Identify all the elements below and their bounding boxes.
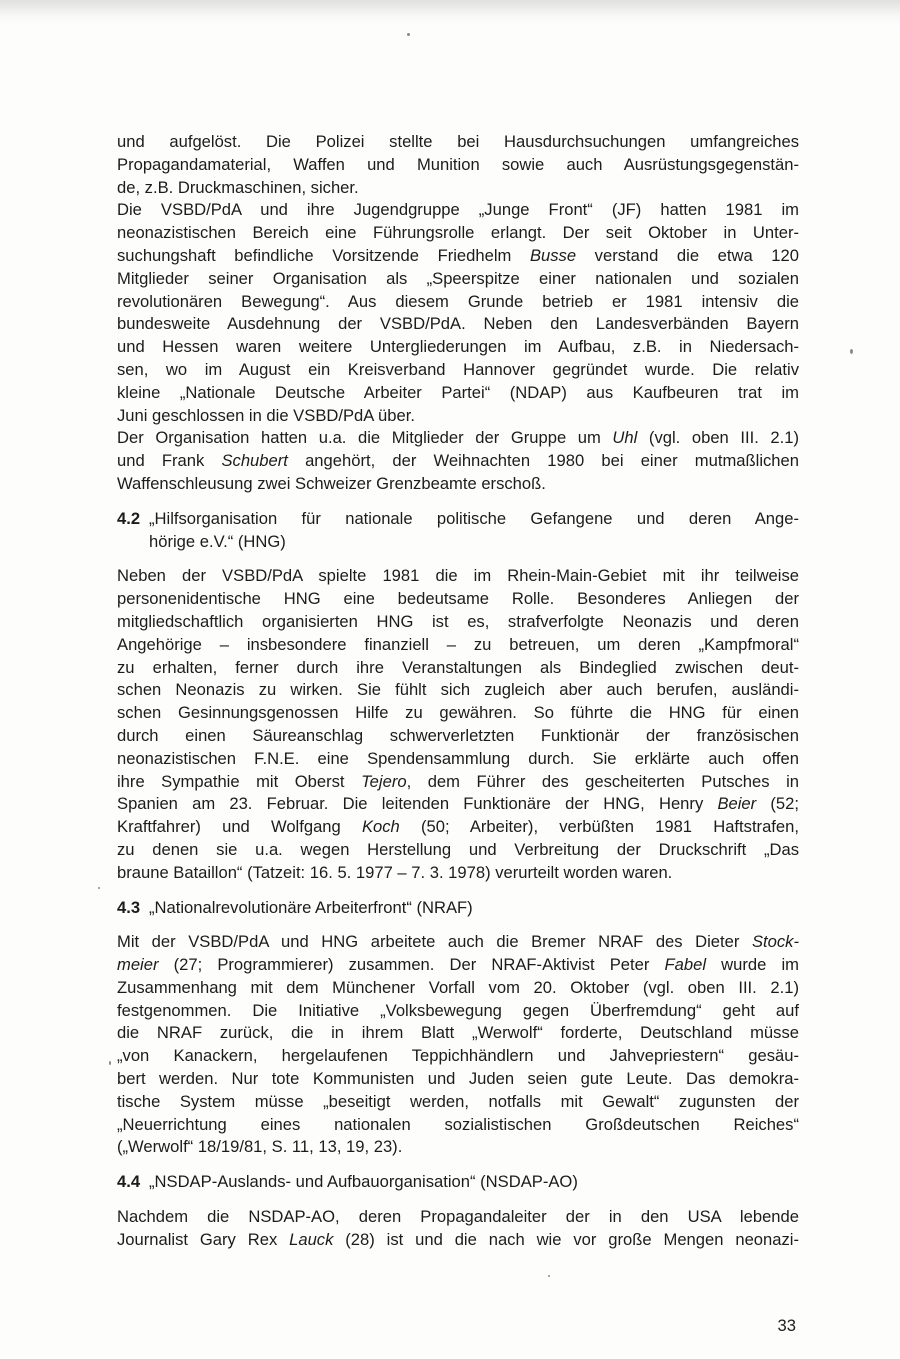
text-line: durch einen Säureanschlag schwerverletzten Funktionär der französischen xyxy=(117,725,799,745)
spacer xyxy=(117,553,799,565)
italic-name: Schubert xyxy=(221,451,288,471)
italic-name: Beier xyxy=(717,794,757,814)
text-line: personenidentische HNG eine bedeutsame Rolle. Besonderes Anliegen der xyxy=(117,589,799,609)
text-line: ihre Sympathie mit Oberst Tejero, dem Führer des gescheiterten Putsches in xyxy=(117,771,799,791)
spacer xyxy=(117,496,799,508)
text-line: revolutionären Bewegung“. Aus diesem Grunde betrieb er 1981 intensiv die xyxy=(117,291,799,311)
section-number: 4.4 xyxy=(117,1172,141,1192)
section-number: 4.3 xyxy=(117,897,141,917)
scan-speck xyxy=(109,1061,111,1065)
italic-name: Stock- xyxy=(751,932,799,952)
section-heading xyxy=(117,508,799,554)
text-line: neonazistischen Bereich eine Führungsrolle erlangt. Der seit Oktober in Unter- xyxy=(117,223,799,243)
text-line: Der Organisation hatten u.a. die Mitglieder der Gruppe um Uhl (vgl. oben III. 2.1) xyxy=(117,428,799,448)
italic-name: Busse xyxy=(529,245,577,265)
spacer xyxy=(117,919,799,931)
text-line: Kraftfahrer) und Wolfgang Koch (50; Arbeiter), verbüßten 1981 Haftstrafen, xyxy=(117,817,799,837)
text-line: („Werwolf“ 18/19/81, S. 11, 13, 19, 23). xyxy=(117,1137,403,1157)
spacer xyxy=(117,885,799,897)
text-line: Journalist Gary Rex Lauck (28) ist und die nach wie vor große Mengen neonazi- xyxy=(117,1229,799,1249)
spacer xyxy=(117,1194,799,1206)
title-line: „Nationalrevolutionäre Arbeiterfront“ (NRAF) xyxy=(149,897,473,917)
text-line: Nachdem die NSDAP-AO, deren Propagandaleiter der in den USA lebende xyxy=(117,1207,799,1227)
text-line: schen Gesinnungsgenossen Hilfe zu gewähren. So führte die HNG für einen xyxy=(117,703,799,723)
italic-name: Lauck xyxy=(289,1229,334,1249)
italic-name: Koch xyxy=(361,817,400,837)
page-number: 33 xyxy=(777,1316,796,1335)
paragraph xyxy=(117,427,799,495)
text-line: sen, wo im August ein Kreisverband Hannover gegründet wurde. Die relativ xyxy=(117,359,799,379)
italic-name: Fabel xyxy=(664,955,707,975)
text-line: Zusammenhang mit dem Münchener Vorfall vom 20. Oktober (vgl. oben III. 2.1) xyxy=(117,977,799,997)
text-line: die NRAF zurück, die in ihrem Blatt „Werwolf“ forderte, Deutschland müsse xyxy=(117,1023,799,1043)
text-line: Die VSBD/PdA und ihre Jugendgruppe „Junge Front“ (JF) hatten 1981 im xyxy=(117,200,799,220)
text-line: „Neuerrichtung eines nationalen sozialistischen Großdeutschen Reiches“ xyxy=(117,1114,799,1134)
section-title xyxy=(149,1171,799,1194)
text-line: suchungshaft befindliche Vorsitzende Friedhelm Busse verstand die etwa 120 xyxy=(117,245,799,265)
text-line: zu erhalten, ferner durch ihre Veranstaltungen als Bindeglied zwischen deut- xyxy=(117,657,799,677)
section-heading xyxy=(117,1171,799,1194)
scan-speck xyxy=(98,887,100,889)
italic-name: Uhl xyxy=(612,428,638,448)
scan-speck xyxy=(548,1275,550,1277)
text-line: bert werden. Nur tote Kommunisten und Juden seien gute Leute. Das demokra- xyxy=(117,1069,799,1089)
scan-speck xyxy=(850,349,853,354)
text-line: und Frank Schubert angehört, der Weihnachten 1980 bei einer mutmaßlichen xyxy=(117,451,799,471)
text-line: und Hessen waren weitere Untergliederungen im Aufbau, z.B. in Niedersach- xyxy=(117,337,799,357)
section-body xyxy=(117,931,799,1159)
text-line: zu denen sie u.a. wegen Herstellung und Verbreitung der Druckschrift „Das xyxy=(117,839,799,859)
text-line: Propagandamaterial, Waffen und Munition sowie auch Ausrüstungsgegenstän- xyxy=(117,154,799,174)
title-line: hörige e.V.“ (HNG) xyxy=(149,531,286,551)
section-title xyxy=(149,508,799,554)
section-number: 4.2 xyxy=(117,508,141,528)
text-line: meier (27; Programmierer) zusammen. Der NRAF-Aktivist Peter Fabel wurde im xyxy=(117,955,799,975)
text-line: und aufgelöst. Die Polizei stellte bei Hausdurchsuchungen umfangreiches xyxy=(117,132,799,151)
title-line: „NSDAP-Auslands- und Aufbauorganisation“ (NSDAP-AO) xyxy=(149,1172,578,1192)
italic-name: meier xyxy=(117,955,159,975)
text-line: mitgliedschaftlich organisierten HNG ist es, strafverfolgte Neonazis und deren xyxy=(117,611,799,631)
paragraph xyxy=(117,199,799,427)
section-body xyxy=(117,565,799,884)
text-line: Angehörige – insbesondere finanziell – zu betreuen, um deren „Kampfmoral“ xyxy=(117,634,799,654)
text-line: bundesweite Ausdehnung der VSBD/PdA. Neben den Landesverbänden Bayern xyxy=(117,314,799,334)
section-heading xyxy=(117,897,799,920)
italic-name: Tejero xyxy=(361,771,407,791)
text-line: Waffenschleusung zwei Schweizer Grenzbeamte erschoß. xyxy=(117,473,546,493)
text-line: kleine „Nationale Deutsche Arbeiter Partei“ (NDAP) aus Kaufbeuren trat im xyxy=(117,382,799,402)
text-line: de, z.B. Druckmaschinen, sicher. xyxy=(117,177,359,197)
spacer xyxy=(117,1159,799,1171)
document-body xyxy=(117,131,799,1252)
text-line: braune Bataillon“ (Tatzeit: 16. 5. 1977 – 7. 3. 1978) verurteilt worden waren. xyxy=(117,862,673,882)
text-line: Juni geschlossen in die VSBD/PdA über. xyxy=(117,405,415,425)
text-line: festgenommen. Die Initiative „Volksbewegung gegen Überfremdung“ geht auf xyxy=(117,1000,799,1020)
text-line: Mit der VSBD/PdA und HNG arbeitete auch die Bremer NRAF des Dieter Stock- xyxy=(117,932,799,952)
text-line: Neben der VSBD/PdA spielte 1981 die im Rhein-Main-Gebiet mit ihr teilweise xyxy=(117,566,799,586)
text-line: schen Neonazis zu wirken. Sie fühlt sich zugleich aber auch berufen, ausländi- xyxy=(117,680,799,700)
paragraph xyxy=(117,131,799,199)
scan-edge-noise xyxy=(0,0,900,26)
title-line: „Hilfsorganisation für nationale politische Gefangene und deren Ange- xyxy=(149,508,799,528)
text-line: tische System müsse „beseitigt werden, notfalls mit Gewalt“ zugunsten der xyxy=(117,1091,799,1111)
section-title xyxy=(149,897,799,920)
scan-speck xyxy=(407,33,410,36)
text-line: neonazistischen F.N.E. eine Spendensammlung durch. Sie erklärte auch offen xyxy=(117,748,799,768)
text-line: Mitglieder seiner Organisation als „Speerspitze einer nationalen und sozialen xyxy=(117,268,799,288)
text-line: „von Kanackern, hergelaufenen Teppichhändlern und Jahvepriestern“ gesäu- xyxy=(117,1046,799,1066)
text-line: Spanien am 23. Februar. Die leitenden Funktionäre der HNG, Henry Beier (52; xyxy=(117,794,799,814)
section-body xyxy=(117,1206,799,1252)
